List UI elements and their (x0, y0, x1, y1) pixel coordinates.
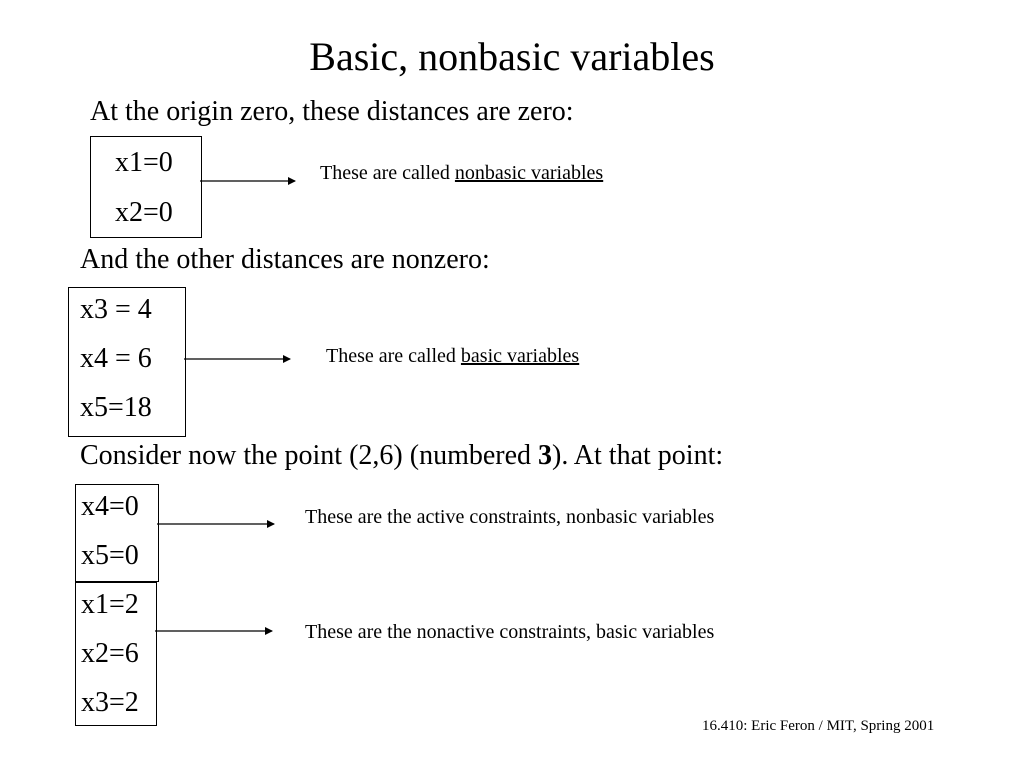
basic-term: basic variables (460, 345, 580, 367)
note-prefix: These are called (326, 345, 461, 367)
other-heading: And the other distances are nonzero: (80, 244, 490, 275)
active-note: These are the active constraints, nonbasic variables (305, 506, 715, 528)
slide-title: Basic, nonbasic variables (309, 34, 715, 79)
value-x4: x4 = 6 (80, 343, 152, 374)
point-number: 3 (538, 440, 553, 471)
nonactive-note: These are the nonactive constraints, basic variables (305, 621, 715, 643)
value-x1: x1=0 (115, 147, 173, 178)
note-prefix: These are called (320, 162, 455, 184)
consider-before: Consider now the point (2,6) (numbered (80, 440, 539, 471)
footer-credit: 16.410: Eric Feron / MIT, Spring 2001 (702, 718, 935, 734)
value-x5-active: x5=0 (81, 540, 139, 571)
consider-after: ). At that point: (552, 440, 724, 471)
value-x1-nonactive: x1=2 (81, 589, 139, 620)
value-x5: x5=18 (80, 392, 152, 423)
value-x2: x2=0 (115, 197, 173, 228)
nonbasic-term: nonbasic variables (454, 162, 604, 184)
intro-text: At the origin zero, these distances are zero: (90, 96, 574, 127)
value-x3: x3 = 4 (80, 294, 152, 325)
value-x2-nonactive: x2=6 (81, 638, 139, 669)
value-x3-nonactive: x3=2 (81, 687, 139, 718)
value-x4-active: x4=0 (81, 491, 139, 522)
